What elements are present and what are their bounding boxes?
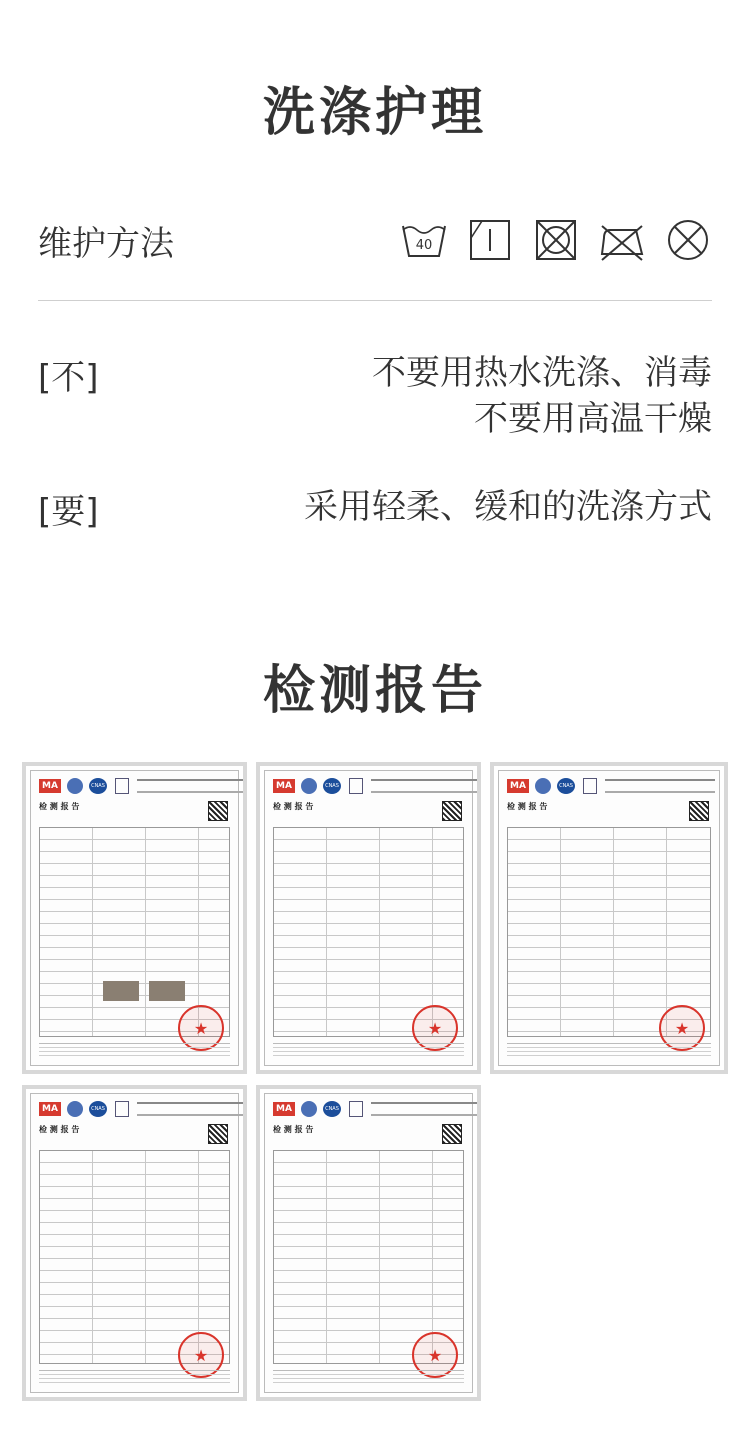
- org-logo: [349, 1101, 363, 1117]
- doc-title: 检 测 报 告: [39, 802, 80, 811]
- qr-code-icon: [442, 1124, 462, 1144]
- report-page-2: [256, 762, 481, 1074]
- rule-do-tag: [要]: [38, 492, 99, 532]
- care-symbols: [400, 216, 712, 264]
- report-section-title: 检测报告: [262, 661, 487, 721]
- ilac-logo: [535, 778, 551, 794]
- doc-title: 检 测 报 告: [273, 1125, 314, 1134]
- doc-title: 检 测 报 告: [273, 802, 314, 811]
- lab-header: [137, 779, 247, 793]
- no-iron-icon: [598, 216, 646, 264]
- wash-40-icon: [400, 216, 448, 264]
- svg-text:40: 40: [415, 238, 433, 253]
- ma-mark: MA: [273, 779, 295, 793]
- fabric-sample: [149, 981, 185, 1001]
- rule-dont: [38, 350, 712, 450]
- report-footer: [273, 1370, 464, 1384]
- qr-code-icon: [208, 801, 228, 821]
- rule-do-text: [304, 484, 712, 530]
- line-dry-icon: [466, 216, 514, 264]
- no-tumble-dry-icon: [532, 216, 580, 264]
- report-footer: [39, 1043, 230, 1057]
- cnas-logo: CNAS: [89, 1101, 107, 1117]
- org-logo: [583, 778, 597, 794]
- report-footer: [273, 1043, 464, 1057]
- doc-title: 检 测 报 告: [39, 1125, 80, 1134]
- org-logo: [349, 778, 363, 794]
- report-footer: [39, 1370, 230, 1384]
- lab-header: [137, 1102, 247, 1116]
- cnas-logo: CNAS: [557, 778, 575, 794]
- org-logo: [115, 1101, 129, 1117]
- ma-mark: MA: [273, 1102, 295, 1116]
- rule-dont-text: [372, 350, 712, 442]
- care-divider: [38, 300, 712, 301]
- rule-dont-line-1: 不要用热水洗涤、消毒: [372, 353, 712, 393]
- ilac-logo: [67, 1101, 83, 1117]
- no-dry-clean-icon: [664, 216, 712, 264]
- org-logo: [115, 778, 129, 794]
- cnas-logo: CNAS: [323, 778, 341, 794]
- cnas-logo: CNAS: [323, 1101, 341, 1117]
- report-page-5: [256, 1085, 481, 1401]
- ilac-logo: [301, 1101, 317, 1117]
- rule-dont-line-2: 不要用高温干燥: [474, 399, 712, 439]
- rule-do-line-1: 采用轻柔、缓和的洗涤方式: [304, 487, 712, 527]
- report-page-4: [22, 1085, 247, 1401]
- lab-header: [371, 779, 481, 793]
- ma-mark: MA: [507, 779, 529, 793]
- qr-code-icon: [442, 801, 462, 821]
- cnas-logo: CNAS: [89, 778, 107, 794]
- lab-header: [605, 779, 715, 793]
- lab-header: [371, 1102, 481, 1116]
- report-page-3: [490, 762, 728, 1074]
- report-page-1: [22, 762, 247, 1074]
- qr-code-icon: [689, 801, 709, 821]
- care-section-title: 洗涤护理: [262, 83, 487, 143]
- rule-dont-tag: [不]: [38, 358, 99, 398]
- ilac-logo: [301, 778, 317, 794]
- care-method-label: 维护方法: [38, 223, 174, 264]
- rule-do: [38, 484, 712, 534]
- ma-mark: MA: [39, 1102, 61, 1116]
- care-method-row: [38, 205, 712, 275]
- ma-mark: MA: [39, 779, 61, 793]
- doc-title: 检 测 报 告: [507, 802, 548, 811]
- qr-code-icon: [208, 1124, 228, 1144]
- fabric-sample: [103, 981, 139, 1001]
- report-footer: [507, 1043, 711, 1057]
- ilac-logo: [67, 778, 83, 794]
